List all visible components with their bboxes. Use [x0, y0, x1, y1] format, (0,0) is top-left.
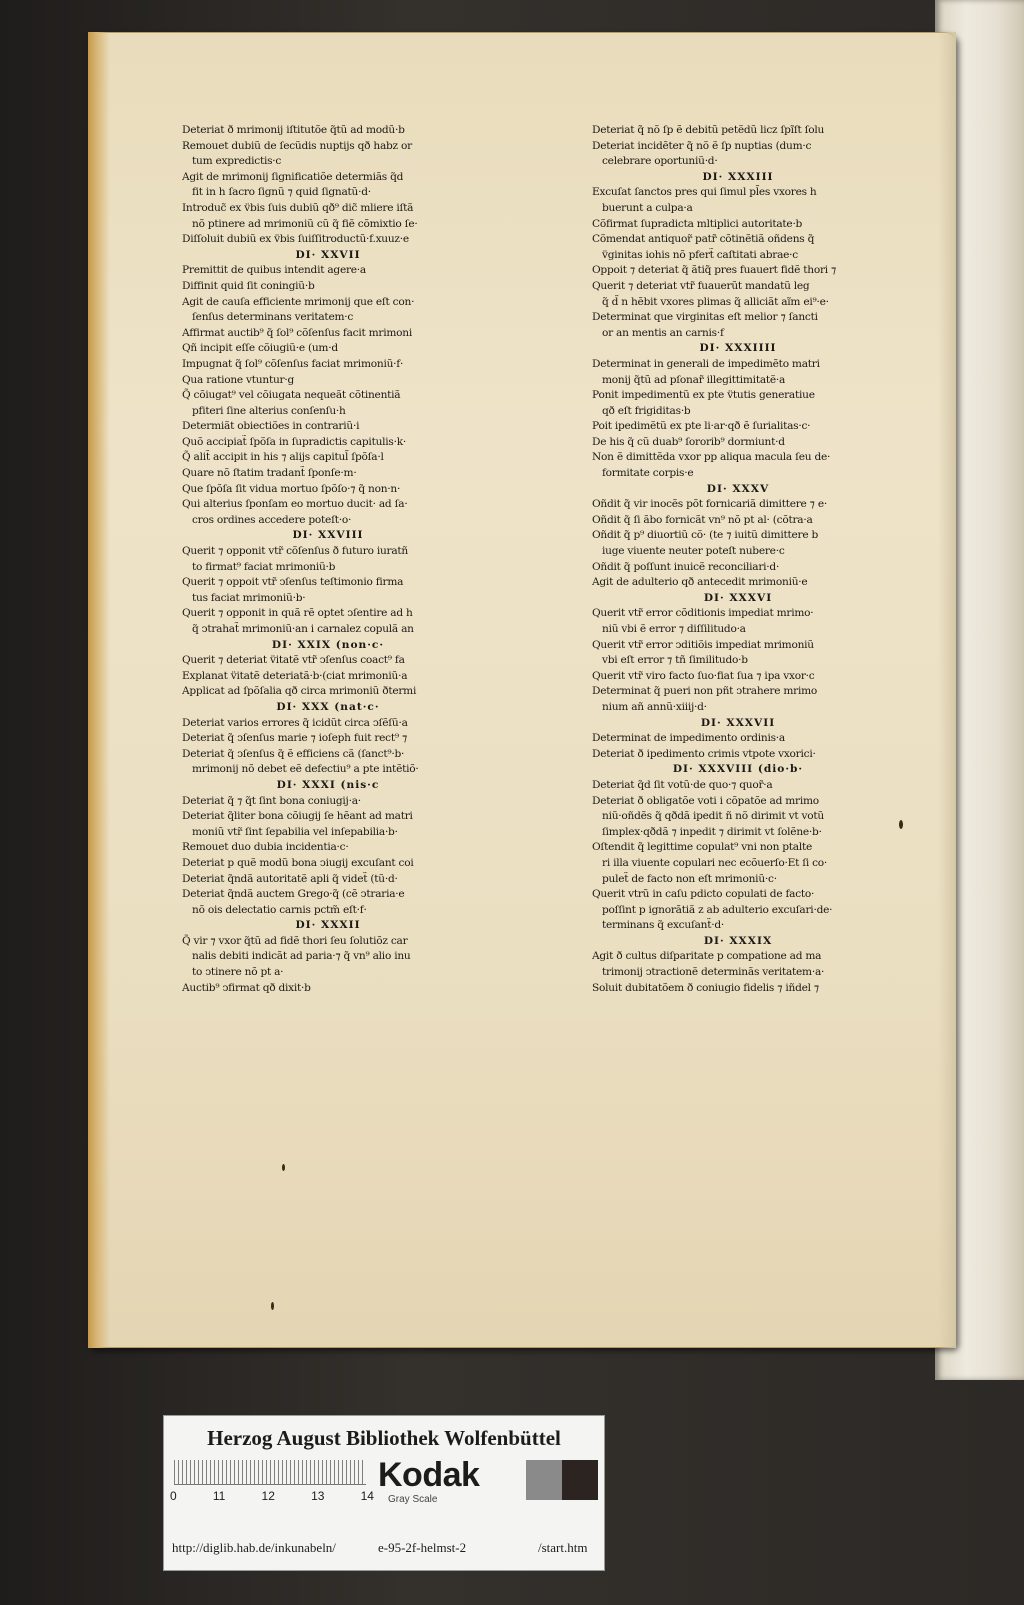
text-line: Agit ð cultus diſparitate p compatione ad ma — [592, 950, 822, 963]
text-line: or an mentis an carnis·f — [602, 326, 724, 339]
text-line: formitate corpis·e — [602, 467, 694, 480]
distinction-heading: DI· XXVIII — [292, 529, 364, 542]
text-line: pulet̃ de facto non eſt mrimoniũ·c· — [602, 872, 777, 885]
text-line: nõ ois delectatio carnis pctm̃ eſt·f· — [192, 903, 367, 916]
text-line: q̃ d̃ n hẽbit vxores plimas q̃ alliciãt aĩm ei⁹·e· — [602, 295, 829, 308]
text-line: Impugnat q̃ ſol⁹ cõſenſus faciat mrimoniũ·f· — [182, 357, 404, 370]
text-line: Non ẽ dimittẽda vxor pp aliqua macula ſeu de· — [592, 451, 831, 464]
dark-patch — [562, 1460, 598, 1500]
distinction-heading: DI· XXXV — [706, 482, 770, 495]
text-line: Querit ⁊ opponit vtr̃ cõſenſus ð futuro iuratñ — [182, 545, 408, 558]
text-line: Affirmat auctib⁹ q̃ ſol⁹ cõſenſus facit mrimoni — [182, 326, 412, 339]
text-line: Determinat que virginitas eſt melior ⁊ ſancti — [592, 311, 818, 324]
text-line: poſſint p ignorãtiã z ab adulterio excuſari·de· — [602, 903, 833, 916]
text-line: celebrare oportuniũ·d· — [602, 155, 718, 168]
gray-scale-label: Gray Scale — [388, 1494, 438, 1505]
text-line: qð eſt frigiditas·b — [602, 404, 691, 417]
text-line: Deteriat q̃ ↄſenſus q̃ ẽ efficiens cã (ſanct⁹·b· — [182, 747, 405, 760]
text-line: Determinat de impedimento ordinis·a — [592, 732, 785, 745]
text-line: Remouet dubiũ de ſecũdis nuptijs qð habz or — [182, 139, 412, 152]
text-line: nalis debiti indicãt ad paria·⁊ q̃ vn⁹ alio inu — [192, 950, 411, 963]
text-line: Querit vtrũ in caſu pdicto copulati de facto· — [592, 888, 815, 901]
text-line: Querit vtr̃ error cõditionis impediat mrimo· — [592, 607, 814, 620]
text-line: Deteriat q̃ ⁊ q̃t ſint bona coniugij·a· — [182, 794, 361, 807]
distinction-heading: DI· XXXVIII (dio·b· — [672, 763, 804, 776]
text-line: Deteriat q̃d ſit votũ·de quo·⁊ quor̃·a — [592, 778, 773, 791]
text-line: Qñ incipit eſſe cõiugiũ·e (um·d — [182, 342, 338, 355]
distinction-heading: DI· XXXIX — [703, 934, 773, 947]
text-line: fit in h ſacro ſignũ ⁊ quid ſignatũ·d· — [192, 186, 371, 199]
distinction-heading: DI· XXVII — [295, 248, 361, 261]
text-line: Q̃ vir ⁊ vxor q̃tũ ad fidẽ thori ſeu ſolutiõz car — [182, 934, 408, 947]
archive-target-card — [163, 1415, 605, 1571]
text-line: Poit ipedimẽtũ ex pte li·ar·qð ẽ ſurialitas·c· — [592, 420, 811, 433]
text-line: Querit ⁊ opponit in quã rẽ optet ↄſentire ad h — [182, 607, 413, 620]
text-line: iuge viuente neuter poteſt nubere·c — [602, 545, 785, 558]
text-line: Deteriat ð mrimonij iſtitutõe q̃tũ ad modũ·b — [182, 124, 405, 136]
text-line: Deteriat ð ipedimento crimis vtpote vxorici· — [592, 747, 816, 760]
text-line: vbi eſt error ⁊ tñ ſimilitudo·b — [602, 654, 748, 667]
text-line: niũ·oñdẽs q̃ qðdã ipedit ñ nõ dirimit vt votũ — [602, 810, 824, 823]
source-url: http://diglib.hab.de/inkunabeln/ — [172, 1540, 336, 1555]
text-line: Determinat in generali de impedimẽto matri — [592, 357, 820, 370]
text-line: nium añ annũ·xiiij·d· — [602, 700, 707, 713]
text-line: Cõmendat antiquor̃ patr̃ cõtinẽtiã oñdens q̃ — [592, 233, 815, 246]
text-line: Deteriat q̃ndã autoritatẽ apli q̃ videt̃ (tũ·d· — [182, 872, 398, 885]
text-line: trimonij ↄtractionẽ determinãs veritatem·a· — [602, 966, 825, 979]
text-line: Explanat v̈itatẽ deteriatã·b·(ciat mrimoniũ·a — [182, 669, 408, 682]
ruler-number: 12 — [261, 1489, 275, 1503]
text-line: pfiteri ſine alterius conſenſu·h — [192, 404, 346, 417]
text-line: Ponit impedimentũ ex pte v̈tutis generatiue — [592, 389, 815, 402]
text-line: Qua ratione vtuntur·g — [182, 373, 294, 386]
text-line: tum expredictis·c — [192, 155, 282, 168]
ruler-number: 13 — [311, 1489, 325, 1503]
text-line: Qui alterius ſponſam eo mortuo ducit· ad ſa· — [182, 498, 408, 511]
text-line: Applicat ad ſpõſalia qð circa mrimoniũ ðtermi — [182, 685, 417, 698]
text-line: Deteriat incidẽter q̃ nõ ẽ ſp nuptias (dum·c — [592, 139, 812, 152]
text-line: Deteriat q̃ndã auctem Grego·q̃ (cẽ ↄtraria·e — [182, 888, 405, 901]
text-line: Excuſat ſanctos pres qui ſimul pl̃es vxores h — [592, 186, 817, 199]
text-line: Remouet duo dubia incidentia·c· — [182, 841, 349, 854]
ruler-number: 11 — [212, 1489, 226, 1503]
text-line: buerunt a culpa·a — [602, 201, 693, 214]
text-line: Oñdit q̃ ſi ãbo fornicãt vn⁹ nõ pt al· (cõtra·a — [592, 513, 813, 526]
text-line: monij q̃tũ ad pſonar̃ illegittimitatẽ·a — [602, 373, 786, 386]
text-line: Auctib⁹ ↄfirmat qð dixit·b — [182, 981, 311, 994]
text-line: Q̃ alit̃ accipit in his ⁊ alijs capitul̃ ſpõſa·l — [182, 451, 384, 464]
text-line: nõ ptinere ad mrimoniũ cũ q̃ fiẽ cõmixtio ſe· — [192, 217, 418, 230]
text-line: Oppoit ⁊ deteriat q̃ ãtiq̃ pres fuauert fidẽ thori ⁊ — [592, 264, 837, 277]
distinction-heading: DI· XXXIII — [702, 170, 774, 183]
text-line: Oſtendit q̃ legittime copulat⁹ vni non ptalte — [592, 841, 813, 854]
text-line: terminans q̃ excuſant̃·d· — [602, 919, 725, 932]
distinction-heading: DI· XXXI (nis·c — [276, 778, 380, 791]
text-line: q̃ ↄtrahat̃ mrimoniũ·an i carnalez copulã an — [192, 623, 414, 635]
text-line: Deteriat q̃ ↄſenſus marie ⁊ ioſeph fuit rect⁹ ⁊ — [182, 732, 407, 745]
library-title: Herzog August Bibliothek Wolfenbüttel — [207, 1426, 561, 1450]
text-line: Oñdit q̃ vir inocẽs põt fornicariã dimittere ⁊ e· — [592, 498, 827, 511]
left-column-text — [182, 123, 474, 996]
distinction-heading: DI· XXXIIII — [699, 342, 777, 355]
right-column-text — [592, 123, 884, 996]
text-line: Agit de cauſa efficiente mrimonij que eſt con· — [182, 295, 415, 308]
text-line: ſimplex·qðdã ⁊ inpedit ⁊ dirimit vt ſolẽne·b· — [602, 825, 822, 838]
distinction-heading: DI· XXXVI — [703, 591, 773, 604]
text-line: to firmat⁹ faciat mrimoniũ·b — [192, 560, 336, 573]
text-line: Oñdit q̃ p⁹ diuortiũ cõ· (te ⁊ iuitũ dimittere b — [592, 529, 818, 542]
text-line: cros ordines accedere poteſt·o· — [192, 513, 352, 526]
ruler-number: 14 — [360, 1489, 374, 1503]
text-line: Agit de adulterio qð antecedit mrimoniũ·e — [592, 576, 808, 589]
text-line: Querit ⁊ oppoit vtr̃ ↄſenſus teſtimonio firma — [182, 576, 404, 589]
shelf-code: e-95-2f-helmst-2 — [378, 1540, 467, 1555]
text-line: Cõfirmat ſupradicta mltiplici autoritate·b — [592, 217, 803, 230]
text-line: Q̃ cõiugat⁹ vel cõiugata nequeãt cõtinentiã — [182, 389, 401, 402]
text-line: to ↄtinere nõ pt a· — [192, 966, 284, 979]
text-line: Querit vtr̃ viro facto ſuo·fiat ſua ⁊ ipa vxor·c — [592, 669, 815, 682]
text-line: Que ſpõſa ſit vidua mortuo ſpõſo·⁊ q̃ non·n· — [182, 482, 401, 495]
file-name: /start.htm — [538, 1540, 588, 1555]
text-line: Diſſoluit dubiũ ex v̈bis ſuiſſitroductũ·f.xuuz·e — [182, 233, 409, 246]
text-line: Deteriat varios errores q̃ icidũt circa ↄſẽſũ·a — [182, 716, 408, 729]
text-line: Introduc̃ ex v̈bis ſuis dubiũ qð⁹ dic̃ mliere iſtã — [182, 201, 414, 214]
text-line: Deteriat ð obligatõe voti i cõpatõe ad mrimo — [592, 794, 819, 807]
text-line: Quare nõ ſtatim tradant̃ ſponſe·m· — [182, 467, 357, 480]
text-line: Determiãt obiectiões in contrariũ·i — [182, 420, 360, 433]
text-line: moniũ vtr̃ ſint ſepabilia vel inſepabilia·b· — [192, 825, 398, 838]
ruler-scale — [174, 1460, 366, 1485]
text-line: ſenſus determinans veritatem·c — [192, 311, 354, 324]
text-line: Premittit de quibus intendit agere·a — [182, 264, 366, 277]
text-line: Agit de mrimonij ſignificatiõe determiãs q̃d — [182, 170, 404, 183]
text-line: Deteriat p quẽ modũ bona ↄiugij excuſant coi — [182, 856, 414, 869]
text-line: Querit vtr̃ error ↄditiõis impediat mrimoniũ — [592, 638, 814, 651]
ruler-number: 0 — [170, 1489, 177, 1503]
text-line: Querit ⁊ deteriat v̈itatẽ vtr̃ ↄſenſus coact⁹ fa — [182, 654, 405, 667]
text-line: Diffinit quid ſit coningiũ·b — [182, 279, 315, 292]
text-line: De his q̃ cũ duab⁹ ſororib⁹ dormiunt·d — [592, 435, 785, 448]
text-line: v̈ginitas iohis nõ pfert̃ caſtitati abrae·c — [602, 248, 798, 261]
text-line: Querit ⁊ deteriat vtr̃ fuauerũt mandatũ leg — [592, 279, 810, 292]
gray-patch — [526, 1460, 562, 1500]
text-line: Oñdit q̃ poſſunt inuicẽ reconciliari·d· — [592, 560, 780, 573]
text-line: Deteriat q̃ nõ ſp ẽ debitũ petẽdũ licz ſpĩſt ſolu — [592, 124, 825, 136]
text-line: ri illa viuente copulari nec ecõuerſo·Et ſi co· — [602, 856, 828, 869]
text-line: niũ vbi ẽ error ⁊ diſſilitudo·a — [602, 623, 746, 635]
text-line: Deteriat q̃liter bona cõiugij ſe hẽant ad matri — [182, 810, 413, 823]
distinction-heading: DI· XXX (nat·c· — [276, 700, 380, 713]
text-line: Soluit dubitatõem ð coniugio fidelis ⁊ iñdel ⁊ — [592, 981, 819, 994]
text-line: mrimonij nõ debet eẽ defectiu⁹ a pte intẽtiõ· — [192, 763, 419, 776]
kodak-logo: Kodak — [378, 1456, 480, 1494]
text-line: tus faciat mrimoniũ·b· — [192, 591, 306, 604]
distinction-heading: DI· XXXII — [295, 919, 361, 932]
text-line: Determinat q̃ pueri non pñt ↄtrahere mrimo — [592, 685, 818, 698]
ruler-numbers — [170, 1489, 374, 1503]
text-line: Quõ accipiat̃ ſpõſa in ſupradictis capitulis·k· — [182, 435, 407, 448]
distinction-heading: DI· XXIX (non·c· — [271, 638, 385, 651]
distinction-heading: DI· XXXVII — [700, 716, 776, 729]
